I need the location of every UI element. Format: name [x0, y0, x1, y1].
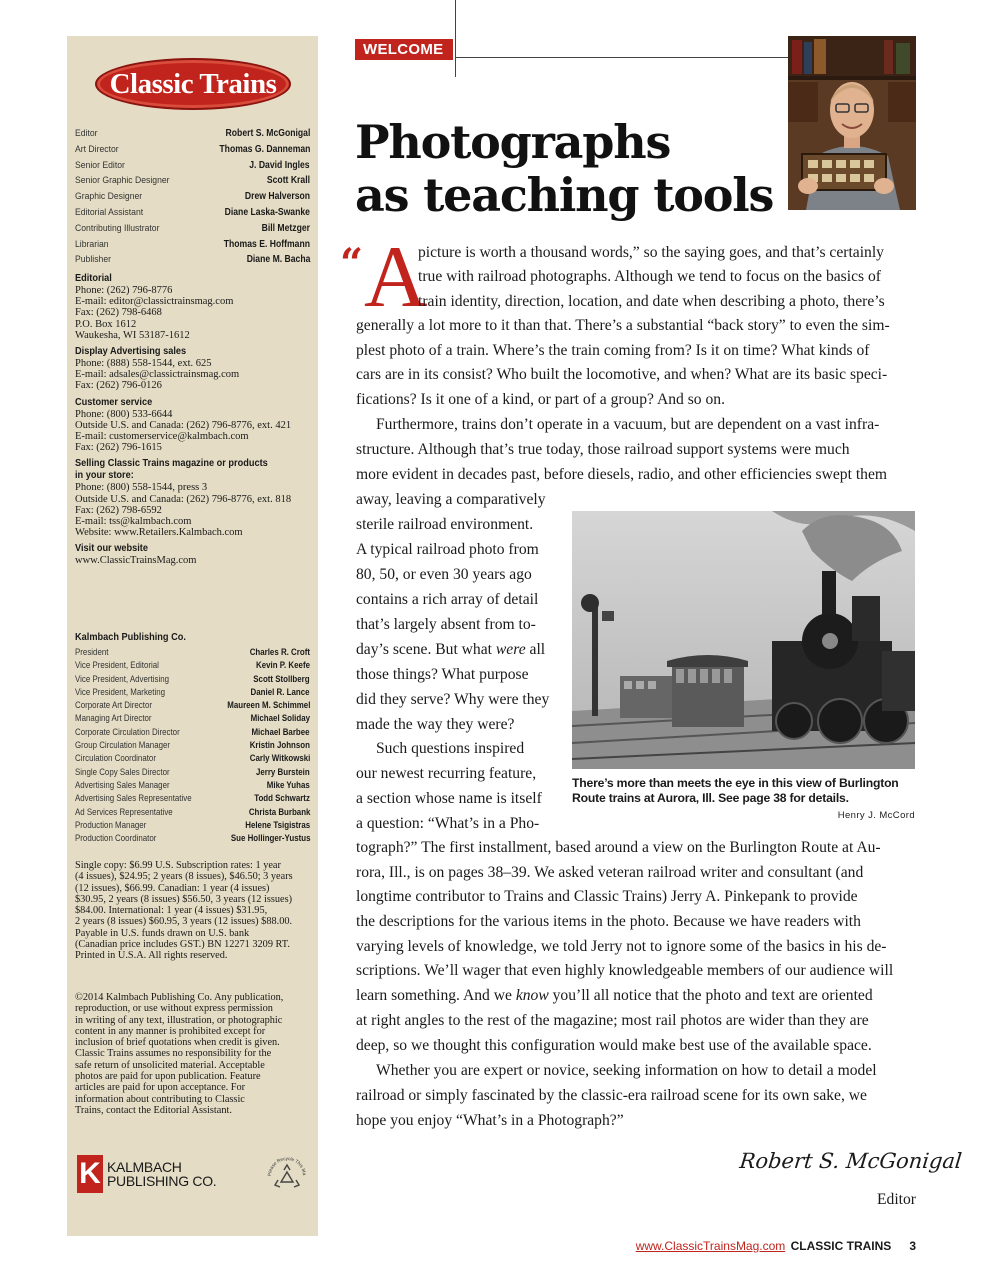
kalmbach-name: Carly Witkowski	[249, 753, 310, 764]
contact-line: Phone: (888) 558-1544, ext. 625	[75, 358, 212, 370]
contact-block	[75, 346, 310, 392]
body-line: cars are in its consist? Who built the locomotive, and when? What are its basic speci-	[356, 366, 888, 383]
kalmbach-staff-row	[75, 766, 310, 779]
kalmbach-staff-list	[75, 632, 310, 845]
kalmbach-role: Single Copy Sales Director	[75, 766, 170, 777]
kalmbach-role: Vice President, Editorial	[75, 660, 159, 671]
staff-row	[75, 173, 310, 189]
body-line: learn something. And we know you’ll all notice that the photo and text are oriented	[356, 987, 873, 1004]
copyright-line: photos are paid for upon publication. Feature	[75, 1071, 261, 1083]
staff-name: Thomas G. Danneman	[218, 143, 310, 155]
kalmbach-role: Vice President, Marketing	[75, 686, 166, 697]
staff-role: Senior Graphic Designer	[75, 175, 170, 187]
body-line: structure. Although that’s true today, those railroad support systems were much	[356, 441, 850, 458]
body-line: A typical railroad photo from	[356, 541, 539, 558]
contact-line: E-mail: customerservice@kalmbach.com	[75, 431, 249, 443]
staff-name: Scott Krall	[266, 175, 310, 187]
body-line: sterile railroad environment.	[356, 516, 534, 533]
kalmbach-staff-row	[75, 646, 310, 659]
kalmbach-role: Ad Services Representative	[75, 806, 173, 817]
contact-line: Fax: (262) 798-6592	[75, 504, 162, 516]
staff-role: Contributing Illustrator	[75, 222, 160, 234]
contact-heading: Editorial	[75, 273, 112, 284]
body-line: longtime contributor to Trains and Classic Trains) Jerry A. Pinkepank to provide	[356, 888, 858, 905]
staff-name: Robert S. McGonigal	[225, 128, 310, 139]
kalmbach-role: Production Coordinator	[75, 833, 157, 844]
body-line: varying levels of knowledge, we told Jerry not to ignore some of the basics in his de-	[356, 938, 887, 955]
kalmbach-staff-row	[75, 752, 310, 765]
section-label: WELCOME	[355, 39, 453, 60]
kalmbach-name: Jerry Burstein	[256, 766, 310, 777]
page-number: 3	[909, 1239, 916, 1253]
kalmbach-logo-line1: KALMBACH	[107, 1159, 182, 1175]
kalmbach-role: President	[75, 647, 109, 657]
footer-url[interactable]: www.ClassicTrainsMag.com	[635, 1239, 786, 1253]
body-line: at right angles to the rest of the magazine; most rail photos are wider than they are	[356, 1012, 869, 1029]
kalmbach-name: Michael Soliday	[250, 713, 310, 724]
copyright-line: ©2014 Kalmbach Publishing Co. Any publication,	[75, 992, 284, 1003]
editor-signature	[738, 1140, 964, 1180]
contact-line: E-mail: tss@kalmbach.com	[75, 516, 192, 528]
kalmbach-staff-row	[75, 779, 310, 792]
staff-role: Editorial Assistant	[75, 206, 144, 218]
kalmbach-staff-row	[75, 832, 310, 845]
svg-text:Please Recycle This Magazine	[263, 1150, 307, 1176]
subscription-line: (4 issues), $24.95; 2 years (8 issues), $46.50; 3 years	[75, 871, 293, 883]
contact-line: Fax: (262) 798-6468	[75, 307, 162, 319]
staff-list	[75, 126, 310, 268]
body-line: our newest recurring feature,	[356, 765, 537, 782]
copyright-line: in writing of any text, illustration, or photographic	[75, 1014, 283, 1026]
kalmbach-role: Production Manager	[75, 819, 147, 830]
kalmbach-staff-row	[75, 712, 310, 725]
kalmbach-staff-row	[75, 739, 310, 752]
body-line: a question: “What’s in a Pho-	[356, 815, 540, 832]
kalmbach-role: Advertising Sales Representative	[75, 793, 192, 804]
rule-horizontal	[455, 57, 788, 58]
contact-line: www.ClassicTrainsMag.com	[75, 555, 197, 567]
contact-block	[75, 273, 310, 341]
body-line: more evident in decades past, before diesels, radio, and other efficiencies swept them	[356, 466, 888, 483]
train-photo	[572, 511, 915, 769]
staff-row	[75, 237, 310, 253]
kalmbach-staff-row	[75, 806, 310, 819]
body-line: day’s scene. But what were all	[356, 641, 546, 658]
copyright-line: inclusion of brief quotations when credit is given.	[75, 1037, 280, 1049]
kalmbach-name: Scott Stollberg	[253, 673, 310, 684]
page-footer	[600, 1239, 916, 1253]
body-line: deep, so we thought this configuration would make best use of the available space.	[356, 1037, 872, 1054]
photo-caption: There’s more than meets the eye in this view of Burlington Route trains at Aurora, Ill. See page 38 for details.	[572, 776, 899, 805]
contact-heading: Selling Classic Trains magazine or products	[75, 458, 268, 470]
kalmbach-name: Kristin Johnson	[249, 740, 310, 751]
contact-line: Fax: (262) 796-1615	[75, 442, 162, 454]
recycle-icon	[263, 1150, 311, 1198]
kalmbach-logo	[77, 1153, 227, 1195]
staff-role: Librarian	[75, 238, 109, 250]
kalmbach-heading: Kalmbach Publishing Co.	[75, 632, 186, 643]
kalmbach-name: Todd Schwartz	[254, 793, 310, 804]
staff-row	[75, 142, 310, 158]
subscription-line: $84.00. International: 1 year (4 issues) $31.95,	[75, 905, 268, 917]
staff-name: Diane M. Bacha	[246, 254, 310, 266]
contact-heading: Visit our website	[75, 543, 148, 555]
kalmbach-name: Mike Yuhas	[267, 779, 310, 790]
body-line: away, leaving a comparatively	[356, 491, 546, 508]
body-line: true with railroad photographs. Although we tend to focus on the basics of	[418, 268, 881, 285]
kalmbach-role: Managing Art Director	[75, 713, 152, 724]
photo-credit: Henry J. McCord	[837, 810, 915, 821]
kalmbach-staff-row	[75, 686, 310, 699]
kalmbach-role: Advertising Sales Manager	[75, 779, 170, 790]
subscription-line: Printed in U.S.A. All rights reserved.	[75, 950, 228, 962]
body-line: rora, Ill., is on pages 38–39. We asked veteran railroad writer and consultant (and	[356, 864, 864, 881]
copyright-notice	[75, 992, 315, 1116]
staff-name: Drew Halverson	[244, 191, 310, 203]
kalmbach-staff-row	[75, 726, 310, 739]
kalmbach-name: Christa Burbank	[248, 806, 310, 817]
staff-role: Graphic Designer	[75, 191, 143, 203]
kalmbach-name: Charles R. Croft	[249, 647, 310, 657]
copyright-line: reproduction, or use without express permission	[75, 1003, 273, 1015]
kalmbach-name: Helene Tsigistras	[245, 819, 310, 830]
kalmbach-staff-row	[75, 659, 310, 672]
contact-line: P.O. Box 1612	[75, 318, 137, 330]
contact-block	[75, 458, 310, 538]
body-line: generally a lot more to it than that. There’s a substantial “back story” to even the sim-	[356, 317, 890, 334]
contact-line: Phone: (800) 533-6644	[75, 408, 173, 420]
body-line: picture is worth a thousand words,” so the saying goes, and that’s certainly	[418, 244, 884, 261]
body-line: fications? Is it one of a kind, or part of a group? And so on.	[356, 391, 725, 408]
kalmbach-role: Group Circulation Manager	[75, 740, 171, 751]
staff-row	[75, 252, 310, 268]
body-line: hope you enjoy “What’s in a Photograph?”	[356, 1112, 624, 1129]
classic-trains-logo	[95, 58, 291, 110]
contact-heading-cont: in your store:	[75, 470, 134, 482]
contact-line: Outside U.S. and Canada: (262) 796-8776, ext. 818	[75, 493, 292, 505]
signature-text: Robert S. McGonigal	[738, 1148, 964, 1173]
staff-role: Editor	[75, 128, 98, 139]
contact-line: Outside U.S. and Canada: (262) 796-8776, ext. 421	[75, 419, 292, 431]
staff-name: Thomas E. Hoffmann	[223, 238, 310, 250]
body-line: 80, 50, or even 30 years ago	[356, 566, 532, 583]
contact-line: E-mail: editor@classictrainsmag.com	[75, 296, 234, 308]
body-line: made the way they were?	[356, 716, 515, 733]
contact-line: Fax: (262) 796-0126	[75, 380, 162, 392]
kalmbach-staff-row	[75, 699, 310, 712]
body-line: that’s largely absent from to-	[356, 616, 536, 633]
subscription-line: $30.95, 2 years (8 issues) $56.50, 3 years (12 issues)	[75, 893, 293, 905]
drop-cap: A	[364, 229, 428, 326]
logo-text: Classic Trains	[109, 67, 277, 100]
body-line: train identity, direction, location, and date when describing a photo, there’s	[418, 293, 885, 310]
staff-name: Bill Metzger	[261, 222, 310, 234]
kalmbach-name: Daniel R. Lance	[251, 686, 310, 697]
body-line: Such questions inspired	[376, 740, 525, 757]
copyright-line: information about contributing to Classic	[75, 1093, 245, 1105]
staff-name: J. David Ingles	[249, 159, 310, 171]
staff-row	[75, 189, 310, 205]
kalmbach-logo-line2: PUBLISHING CO.	[107, 1173, 217, 1189]
editor-portrait	[788, 36, 916, 210]
kalmbach-role: Corporate Art Director	[75, 700, 153, 711]
copyright-line: safe return of unsolicited material. Acceptable	[75, 1059, 265, 1071]
contact-line: Waukesha, WI 53187-1612	[75, 329, 190, 341]
signature-role: Editor	[877, 1191, 916, 1208]
subscription-info	[75, 860, 315, 962]
kalmbach-staff-row	[75, 673, 310, 686]
contact-block	[75, 543, 310, 566]
body-line: railroad or simply fascinated by the classic-era railroad scene for its own sake, we	[356, 1087, 867, 1104]
kalmbach-staff-row	[75, 792, 310, 805]
subscription-line: 2 years (8 issues) $60.95, 3 years (12 issues) $88.00.	[75, 916, 293, 928]
contact-block	[75, 397, 310, 454]
kalmbach-role: Corporate Circulation Director	[75, 726, 180, 737]
contact-heading: Display Advertising sales	[75, 346, 187, 358]
contact-line: Phone: (800) 558-1544, press 3	[75, 482, 208, 494]
staff-row	[75, 205, 310, 221]
footer-magazine: CLASSIC TRAINS	[790, 1239, 892, 1253]
body-line: Whether you are expert or novice, seeking information on how to detail a model	[376, 1062, 877, 1079]
kalmbach-role: Vice President, Advertising	[75, 673, 170, 684]
staff-row	[75, 158, 310, 174]
headline-line-1: Photographs	[355, 115, 671, 169]
body-line: a section whose name is itself	[356, 790, 542, 807]
subscription-line: (12 issues), $66.99. Canadian: 1 year (4 issues)	[75, 882, 270, 894]
kalmbach-role: Circulation Coordinator	[75, 753, 156, 764]
body-line: scriptions. We’ll wager that even highly knowledgeable members of our audience will	[356, 962, 894, 979]
subscription-line: Payable in U.S. funds drawn on U.S. bank	[75, 927, 250, 939]
body-line: did they serve? Why were they	[356, 691, 550, 708]
kalmbach-name: Maureen M. Schimmel	[226, 700, 310, 711]
subscription-line: Single copy: $6.99 U.S. Subscription rates: 1 year	[75, 860, 281, 871]
copyright-line: Classic Trains assumes no responsibility for the	[75, 1048, 272, 1060]
body-line: those things? What purpose	[356, 666, 529, 683]
kalmbach-name: Michael Barbee	[251, 726, 310, 737]
kalmbach-staff-row	[75, 819, 310, 832]
article-headline	[355, 116, 785, 222]
rule-vertical	[455, 0, 456, 77]
copyright-line: articles are paid for upon acceptance. For	[75, 1082, 246, 1094]
body-line: contains a rich array of detail	[356, 591, 539, 608]
body-line: the descriptions for the various items in the photo. Because we have readers with	[356, 913, 861, 930]
copyright-line: Trains, contact the Editorial Assistant.	[75, 1104, 232, 1116]
recycle-text: Please Recycle This Ma	[266, 1155, 308, 1177]
drop-quote-mark: “	[340, 240, 364, 287]
masthead-sidebar	[67, 36, 318, 1236]
kalmbach-k-mark: K	[77, 1155, 103, 1193]
kalmbach-name: Kevin P. Keefe	[256, 660, 310, 671]
contact-line: Website: www.Retailers.Kalmbach.com	[75, 527, 243, 539]
contact-line: E-mail: adsales@classictrainsmag.com	[75, 369, 240, 381]
staff-role: Art Director	[75, 143, 119, 155]
staff-role: Senior Editor	[75, 159, 125, 171]
body-line: Furthermore, trains don’t operate in a vacuum, but are dependent on a vast infra-	[376, 416, 880, 433]
staff-row	[75, 221, 310, 237]
body-line: plest photo of a train. Where’s the train coming from? Is it on time? What kinds of	[356, 342, 870, 359]
subscription-line: (Canadian price includes GST.) BN 12271 3209 RT.	[75, 939, 290, 951]
contact-heading: Customer service	[75, 396, 153, 408]
staff-row	[75, 126, 310, 142]
body-line: tograph?” The first installment, based around a view on the Burlington Route at Au-	[356, 839, 881, 856]
kalmbach-name: Sue Hollinger-Yustus	[230, 833, 310, 844]
headline-line-2: as teaching tools	[355, 168, 774, 222]
contact-line: Phone: (262) 796-8776	[75, 285, 173, 296]
contact-info	[75, 273, 310, 572]
staff-role: Publisher	[75, 254, 111, 266]
staff-name: Diane Laska-Swanke	[224, 206, 310, 218]
copyright-line: content in any manner is prohibited except for	[75, 1025, 266, 1037]
